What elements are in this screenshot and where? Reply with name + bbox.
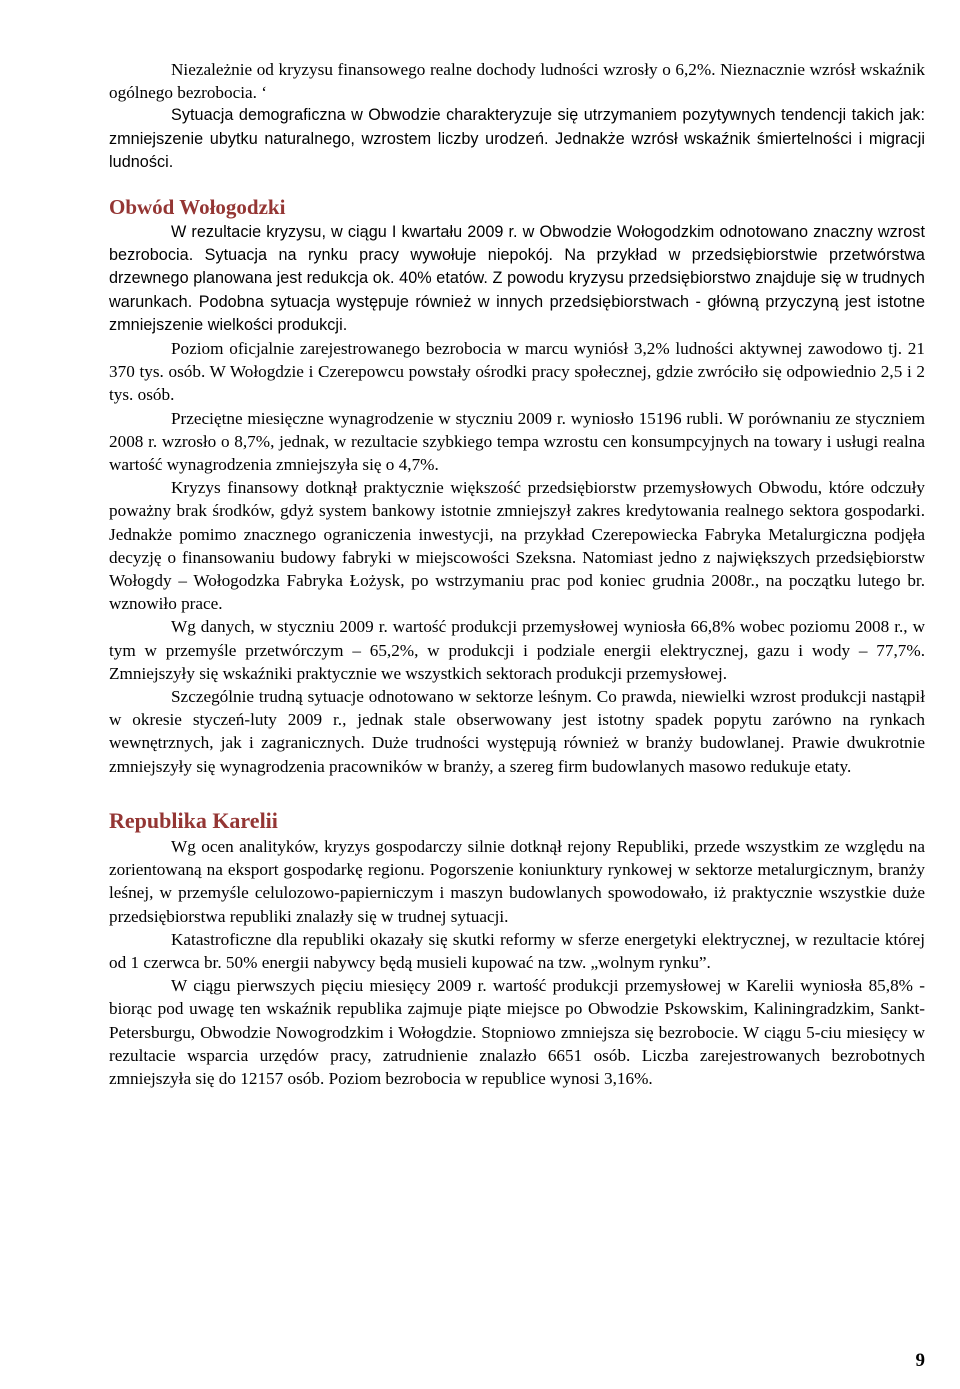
paragraph-demography: Sytuacja demograficzna w Obwodzie charakteryzuje się utrzymaniem pozytywnych tendencji takich jak: zmniejszenie ubytku naturalnego, wzrostem liczby urodzeń. Jednakże wzrósł wskaźnik śmiertelności i migracji ludności. bbox=[109, 106, 925, 171]
paragraph-karelia-crisis: Wg ocen analityków, kryzys gospodarczy silnie dotknął rejony Republiki, przede wszystkim ze względu na zorientowaną na eksport gospodarkę regionu. Pogorszenie koniunktury rynkowej w sektorze metalurgicznym, branży leśnej, w przemyśle celulozowo-papierniczym i maszyn budowlanych spowodowało, iż praktycznie wszystkie duże przedsiębiorstwa republiki znalazły się w trudnej sytuacji. bbox=[109, 836, 925, 926]
paragraph-vologda-forestry: Szczególnie trudną sytuacje odnotowano w sektorze leśnym. Co prawda, niewielki wzrost produkcji nastąpił w okresie styczeń-luty 2009 r., jednak stale obserwowany jest istotny spadek popytu zarówno na rynkach wewnętrznych, jak i zagranicznych. Duże trudności występują również w branży budowlanej. Prawie dwukrotnie zmniejszyły się wynagrodzenia pracowników w branży, a szereg firm budowlanych masowo redukuje etaty. bbox=[109, 687, 925, 776]
paragraph-karelia-energy-reform: Katastroficzne dla republiki okazały się skutki reformy w sferze energetyki elektrycznej, w rezultacie której od 1 czerwca br. 50% energii nabywcy będą musieli kupować na tzw. „wolnym rynku”. bbox=[109, 929, 925, 972]
document-page bbox=[109, 58, 925, 1090]
paragraph-vologda-industrial-output: Wg danych, w styczniu 2009 r. wartość produkcji przemysłowej wyniosła 66,8% wobec poziomu 2008 r., w tym w przemyśle przetwórczym – 65,2%, w produkcji i podziale energii elektrycznej, gazu i wody – 77,7%. Zmniejszyły się wskaźniki praktycznie we wszystkich sektorach produkcji przemysłowej. bbox=[109, 617, 925, 683]
paragraph-vologda-registered-unemployment: Poziom oficjalnie zarejestrowanego bezrobocia w marcu wyniósł 3,2% ludności aktywnej zawodowo tj. 21 370 tys. osób. W Wołogdzie i Czerepowcu powstały ośrodki pracy społecznej, gdzie zwróciło się odpowiednio 2,5 i 2 tys. osób. bbox=[109, 339, 925, 405]
paragraph-karelia-industrial-output: W ciągu pierwszych pięciu miesięcy 2009 r. wartość produkcji przemysłowej w Karelii wyniosła 85,8% - biorąc pod uwagę ten wskaźnik republika zajmuje piąte miejsce po Obwodzie Pskowskim, Kaliningradzkim, Sankt-Petersburgu, Obwodzie Nowogrodzkim i Wołogdzie. Stopniowo zmniejsza się bezrobocie. W ciągu 5-ciu miesięcy w rezultacie wsparcia urzędów pracy, zatrudnienie znalazło 6651 osób. Liczba zarejestrowanych bezrobotnych zmniejszyła się do 12157 osób. Poziom bezrobocia w republice wynosi 3,16%. bbox=[109, 976, 925, 1088]
page-number: 9 bbox=[915, 1350, 925, 1371]
paragraph-vologda-unemployment: W rezultacie kryzysu, w ciągu I kwartału 2009 r. w Obwodzie Wołogodzkim odnotowano znaczny wzrost bezrobocia. Sytuacja na rynku pracy wywołuje niepokój. Na przykład w przedsiębiorstwie przetwórstwa drzewnego planowana jest redukcja ok. 40% etatów. Z powodu kryzysu przedsiębiorstwo znajduje się w trudnych warunkach. Podobna sytuacja występuje również w innych przedsiębiorstwach - główną przyczyną jest istotne zmniejszenie wielkości produkcji. bbox=[109, 223, 925, 334]
heading-republic-of-karelia: Republika Karelii bbox=[109, 807, 278, 833]
heading-vologda-oblast: Obwód Wołogodzki bbox=[109, 195, 286, 220]
paragraph-vologda-financial-crisis: Kryzys finansowy dotknął praktycznie większość przedsiębiorstw przemysłowych Obwodu, które odczuły poważny brak środków, gdyż system bankowy istotnie zmniejszył zakres kredytowania realnego sektora gospodarki. Jednakże pomimo znacznego ograniczenia inwestycji, na przykład Czerepowiecka Fabryka Metalurgiczna podjęła decyzję o finansowaniu budowy fabryki w miejscowości Szeksna. Natomiast jedno z największych przedsiębiorstw Wołogdy – Wołogodzka Fabryka Łożysk, po wstrzymaniu prac pod koniec grudnia 2008r., na początku lutego br. wznowiło prace. bbox=[109, 478, 925, 614]
paragraph-vologda-wages: Przeciętne miesięczne wynagrodzenie w styczniu 2009 r. wyniosło 15196 rubli. W porównaniu ze styczniem 2008 r. wzrosło o 8,7%, jednak, w rezultacie szybkiego tempa wzrostu cen konsumpcyjnych na towary i usługi realna wartość wynagrodzenia zmniejszyła się o 4,7%. bbox=[109, 408, 925, 475]
paragraph-income: Niezależnie od kryzysu finansowego realne dochody ludności wzrosły o 6,2%. Nieznacznie wzrósł wskaźnik ogólnego bezrobocia. ‘ bbox=[109, 60, 925, 103]
